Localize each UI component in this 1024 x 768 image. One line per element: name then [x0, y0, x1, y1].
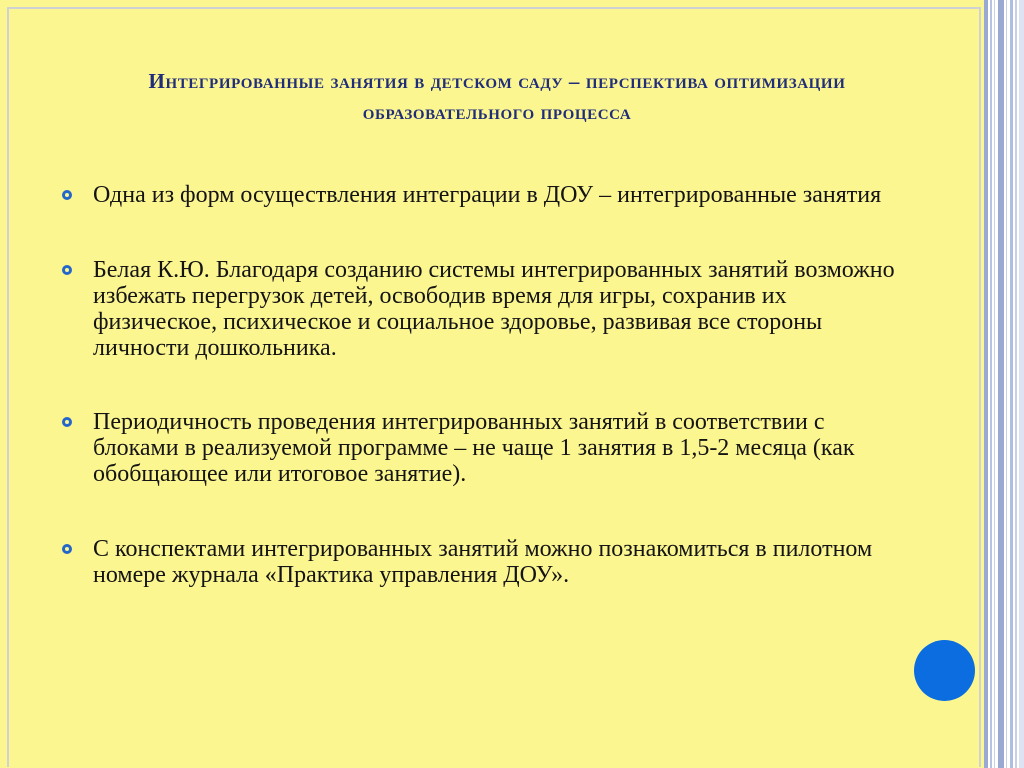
bullet-text: Белая К.Ю. Благодаря созданию системы интегрированных занятий возможно избежать перегрузок детей, освободив время для игры, сохранив их физическое, психическое и социальное здоровье, развивая все стороны личности дошкольника.: [93, 257, 895, 361]
slide-title-first-letter: И: [148, 69, 166, 93]
decorative-side-stripes: [984, 0, 1024, 768]
bullet-circle-icon: [62, 544, 72, 554]
stripe: [1006, 0, 1007, 768]
bullet-item: [62, 257, 902, 361]
stripe: [1010, 0, 1013, 768]
bullet-circle-icon: [62, 265, 72, 275]
stripe: [984, 0, 988, 768]
stripe: [1015, 0, 1017, 768]
blue-circle-icon: [914, 640, 975, 701]
slide-title-rest: нтегрированные занятия в детском саду – перспектива оптимизации образовательного процесса: [165, 69, 846, 124]
stripe: [990, 0, 992, 768]
bullet-text: Одна из форм осуществления интеграции в ДОУ – интегрированные занятия: [93, 182, 882, 208]
bullet-item: [62, 409, 902, 487]
bullet-circle-icon: [62, 417, 72, 427]
slide-title: [60, 66, 934, 128]
bullet-circle-icon: [62, 190, 72, 200]
bullet-item: [62, 182, 902, 208]
bullet-list: [62, 182, 902, 588]
bullet-text: Периодичность проведения интегрированных занятий в соответствии с блоками в реализуемой программе – не чаще 1 занятия в 1,5-2 месяца (как обобщающее или итоговое занятие).: [93, 409, 855, 487]
bullet-item: [62, 536, 902, 588]
stripe: [994, 0, 995, 768]
bullet-text: С конспектами интегрированных занятий можно познакомиться в пилотном номере журнала «Практика управления ДОУ».: [93, 536, 873, 588]
stripe: [998, 0, 1004, 768]
stripe: [1019, 0, 1024, 768]
